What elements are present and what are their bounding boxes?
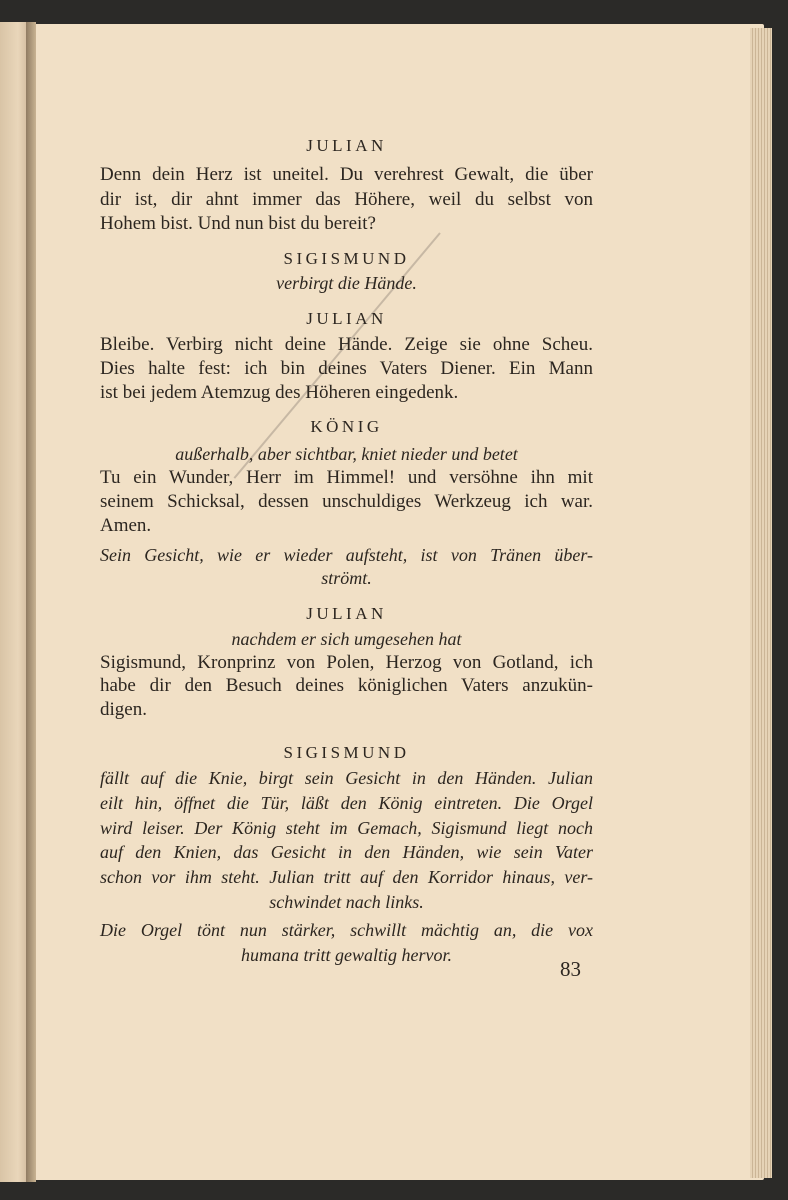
stage-direction: schwindet nach links. <box>269 892 424 912</box>
stage-direction: wird leiser. Der König steht im Gemach, Sigismund liegt noch <box>100 818 593 838</box>
dialogue-line: dir ist, dir ahnt immer das Höhere, weil du selbst von <box>100 189 593 210</box>
speaker-name: SIGISMUND <box>283 743 410 762</box>
stage-direction: strömt. <box>321 568 372 588</box>
dialogue-line: Sigismund, Kronprinz von Polen, Herzog von Gotland, ich <box>100 652 593 673</box>
stage-direction: Sein Gesicht, wie er wieder aufsteht, ist von Tränen über- <box>100 545 593 565</box>
page-edges <box>750 28 772 1178</box>
dialogue-line: Dies halte fest: ich bin deines Vaters Diener. Ein Mann <box>100 358 593 379</box>
speaker-name: JULIAN <box>306 604 387 623</box>
speaker-name: KÖNIG <box>310 417 383 436</box>
stage-direction: Die Orgel tönt nun stärker, schwillt mächtig an, die vox <box>100 920 593 940</box>
dialogue-line: Denn dein Herz ist uneitel. Du verehrest Gewalt, die über <box>100 164 593 185</box>
dialogue-line: Hohem bist. Und nun bist du bereit? <box>100 213 376 234</box>
dialogue-line: habe dir den Besuch deines königlichen Vaters anzukün- <box>100 675 593 696</box>
dialogue-line: digen. <box>100 699 147 720</box>
dialogue-line: Bleibe. Verbirg nicht deine Hände. Zeige sie ohne Scheu. <box>100 334 593 355</box>
dialogue-line: Tu ein Wunder, Herr im Himmel! und versöhne ihn mit <box>100 467 593 488</box>
dialogue-line: ist bei jedem Atemzug des Höheren eingedenk. <box>100 382 459 403</box>
speaker-name: JULIAN <box>306 309 387 328</box>
dialogue-line: seinem Schicksal, dessen unschuldiges Werkzeug ich war. <box>100 491 593 512</box>
dialogue-line: Amen. <box>100 515 152 536</box>
stage-direction: eilt hin, öffnet die Tür, läßt den König eintreten. Die Orgel <box>100 793 593 813</box>
stage-direction: fällt auf die Knie, birgt sein Gesicht in den Händen. Julian <box>100 768 593 788</box>
speaker-name: SIGISMUND <box>283 249 410 268</box>
stage-direction: verbirgt die Hände. <box>276 273 417 293</box>
stage-direction: auf den Knien, das Gesicht in den Händen, wie sein Vater <box>100 842 593 862</box>
speaker-name: JULIAN <box>306 136 387 155</box>
page-number: 83 <box>560 957 581 981</box>
stage-direction: nachdem er sich umgesehen hat <box>231 629 462 649</box>
stage-direction: schon vor ihm steht. Julian tritt auf den Korridor hinaus, ver- <box>100 867 593 887</box>
stage-direction: außerhalb, aber sichtbar, kniet nieder und betet <box>175 444 518 464</box>
book-gutter <box>26 22 36 1182</box>
stage-direction: humana tritt gewaltig hervor. <box>241 945 452 965</box>
